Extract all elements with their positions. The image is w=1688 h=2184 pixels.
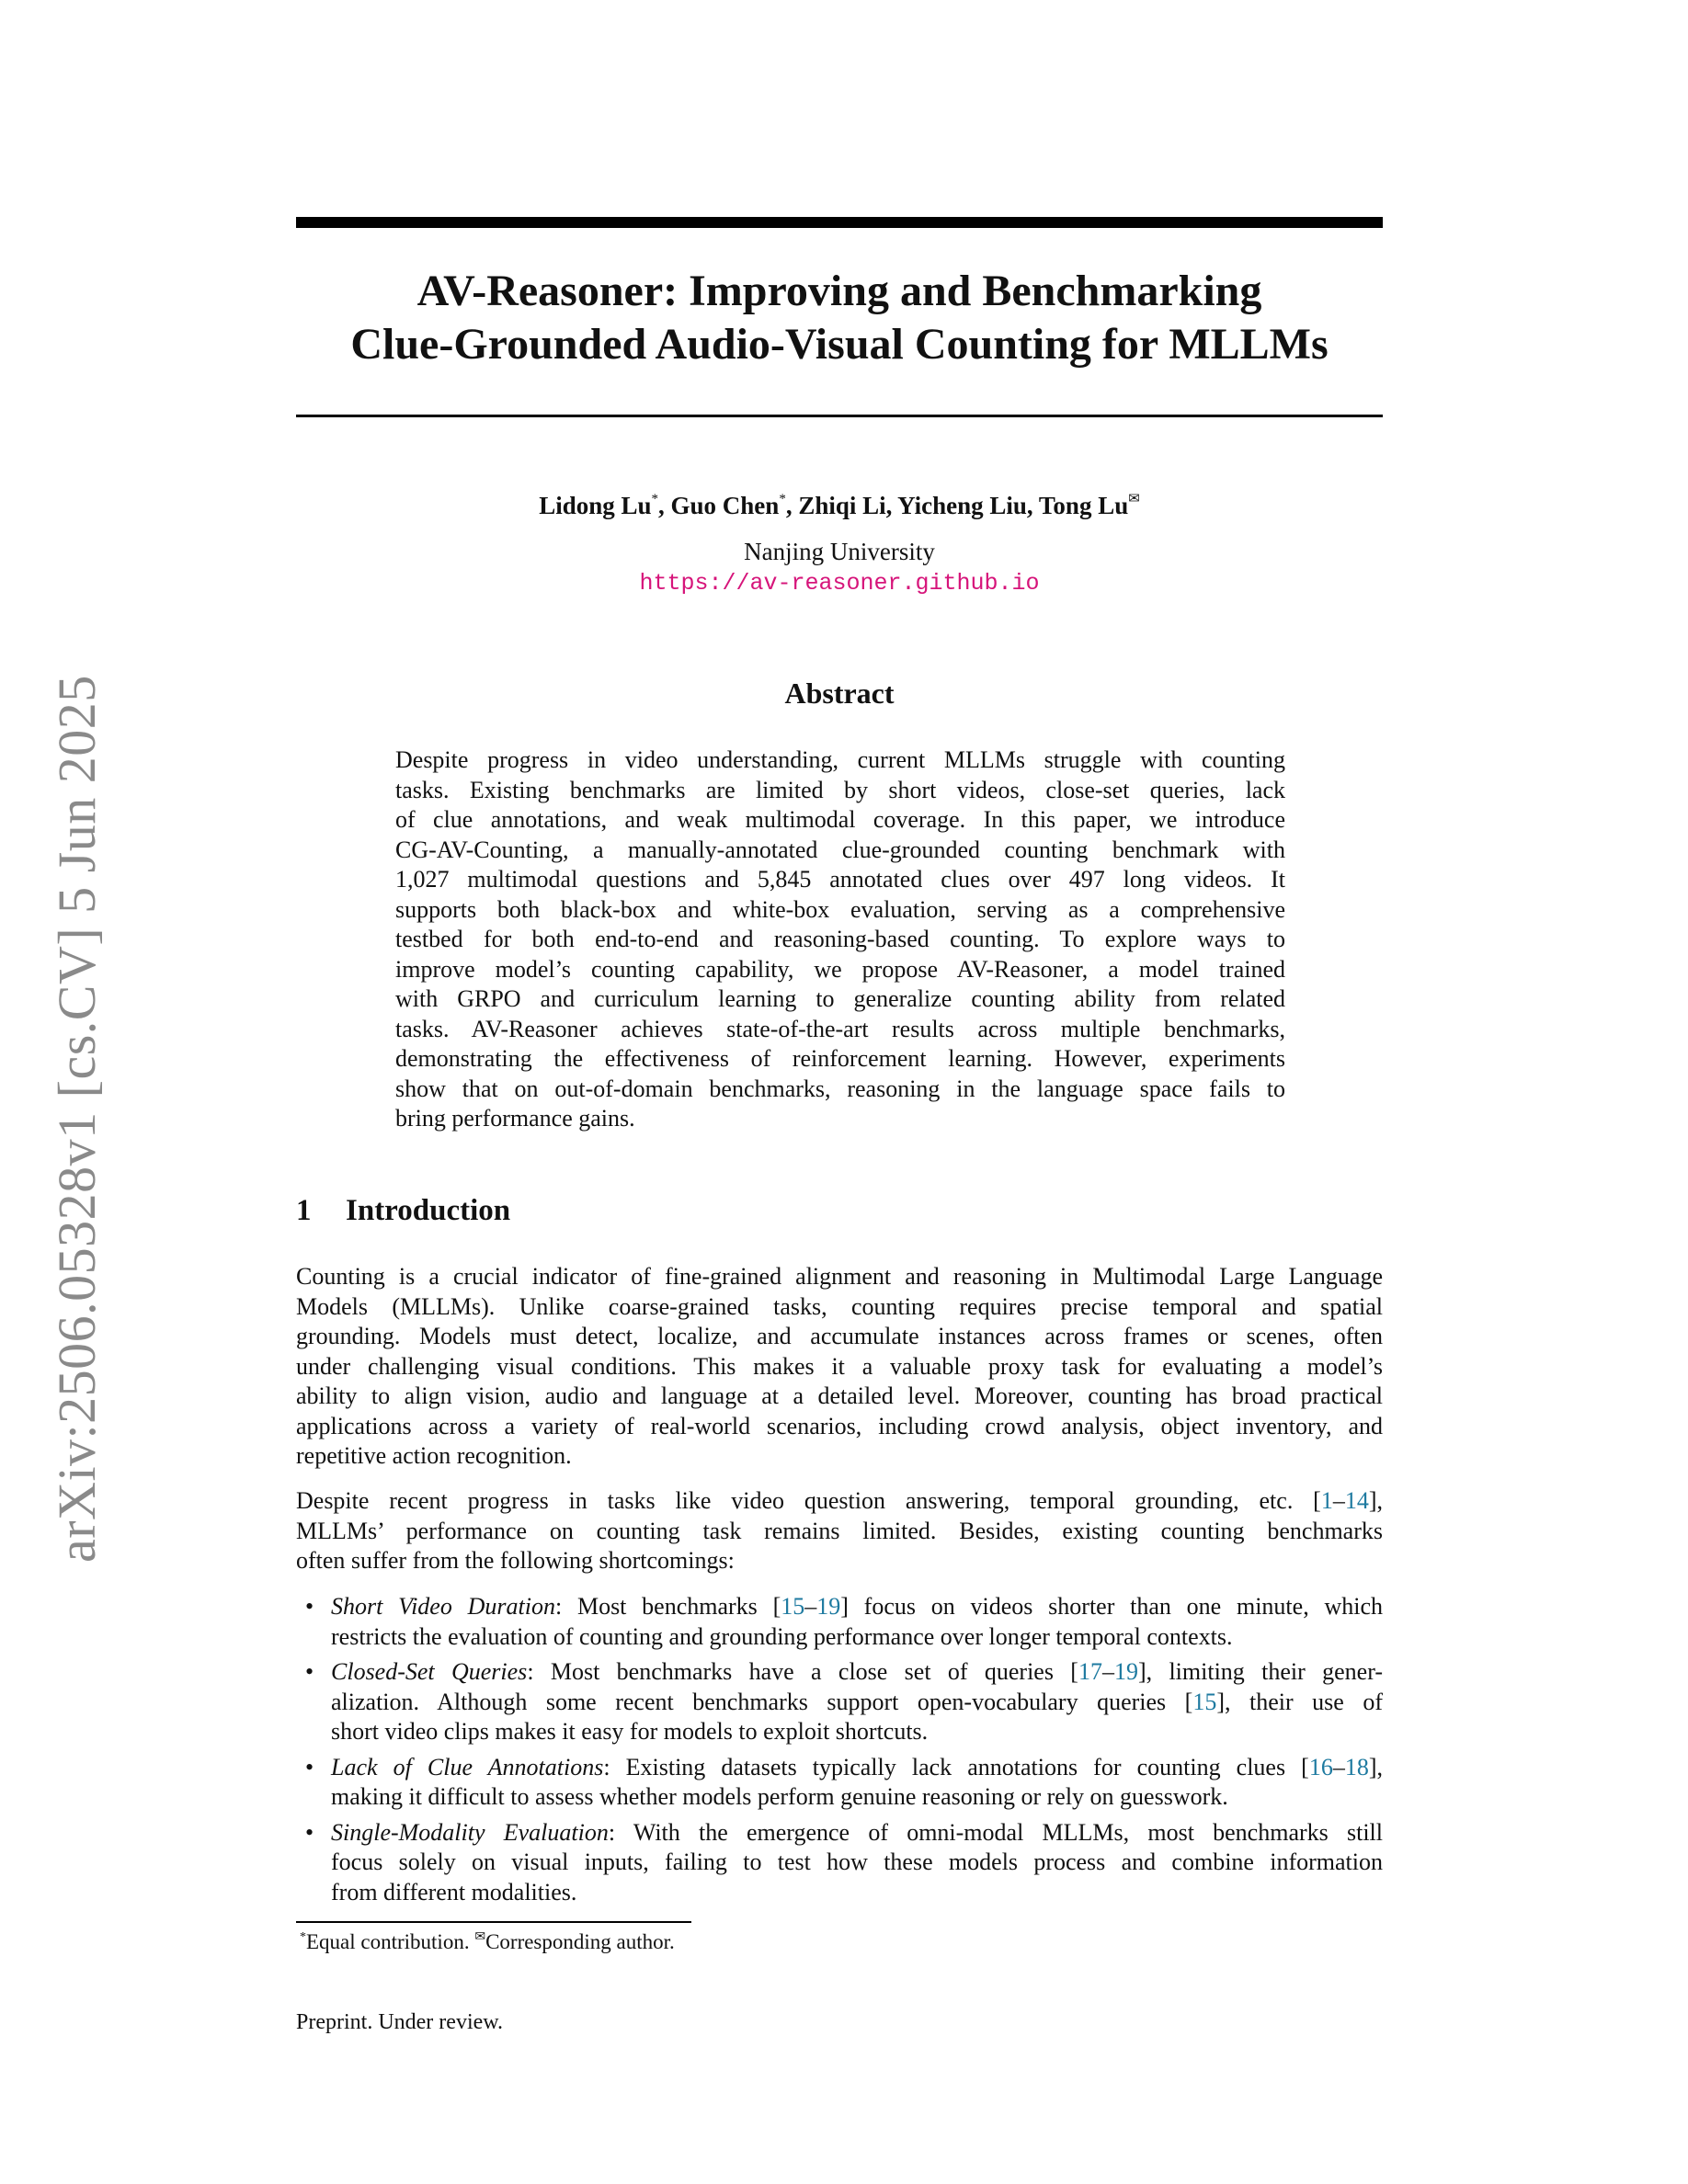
- citation-link[interactable]: 15: [1192, 1688, 1217, 1715]
- paragraph-line: short video clips makes it easy for models to exploit shortcuts.: [331, 1718, 929, 1745]
- abstract-line: Despite progress in video understanding, current MLLMs struggle with counting: [395, 746, 1285, 773]
- paragraph-line: [331, 1753, 1383, 1783]
- abstract-line: tasks. AV-Reasoner achieves state-of-the-art results across multiple benchmarks,: [395, 1015, 1285, 1042]
- paragraph-line: often suffer from the following shortcomings:: [296, 1547, 735, 1574]
- envelope-icon: ✉: [474, 1930, 486, 1944]
- line-text: Despite recent progress in tasks like video question answering, temporal grounding, etc. [: [296, 1487, 1321, 1514]
- paragraph-line: [331, 1688, 1383, 1718]
- abstract-line: 1,027 multimodal questions and 5,845 annotated clues over 497 long videos. It: [395, 866, 1285, 893]
- line-text: ],: [1368, 1487, 1383, 1514]
- author-separator: ,: [658, 492, 671, 519]
- abstract-line: bring performance gains.: [395, 1105, 635, 1132]
- arxiv-identifier-stamp: arXiv:2506.05328v1 [cs.CV] 5 Jun 2025: [47, 675, 107, 1563]
- paragraph-line: repetitive action recognition.: [296, 1442, 572, 1469]
- list-item: [296, 1592, 1383, 1652]
- abstract-line: improve model’s counting capability, we propose AV-Reasoner, a model trained: [395, 955, 1285, 983]
- intro-paragraph-1: [296, 1262, 1383, 1472]
- section-number: 1: [296, 1194, 312, 1227]
- paragraph-line: making it difficult to assess whether models perform genuine reasoning or rely on guesswork.: [331, 1783, 1228, 1810]
- paragraph-line: applications across a variety of real-world scenarios, including crowd analysis, object inventory, and: [296, 1412, 1383, 1439]
- bullet-label: Single-Modality Evaluation: [331, 1818, 609, 1846]
- citation-link[interactable]: 17: [1078, 1658, 1102, 1685]
- bullet-dot: •: [305, 1753, 314, 1780]
- bullet-dot: •: [305, 1593, 314, 1620]
- line-text: ] focus on videos shorter than one minute, which: [840, 1593, 1384, 1620]
- line-text: ],: [1368, 1753, 1383, 1780]
- paragraph-line: ability to align vision, audio and language at a detailed level. Moreover, counting has broad practical: [296, 1382, 1383, 1409]
- citation-dash: –: [1332, 1487, 1345, 1514]
- paragraph-line: under challenging visual conditions. This makes it a valuable proxy task for evaluating a model’s: [296, 1352, 1383, 1380]
- paragraph-line: [296, 1486, 1383, 1517]
- paragraph-line: from different modalities.: [331, 1878, 577, 1905]
- paragraph-line: [331, 1818, 1383, 1848]
- footnote-text: Equal contribution.: [306, 1930, 475, 1953]
- line-text: : Most benchmarks [: [554, 1593, 781, 1620]
- footnote: [300, 1928, 675, 1956]
- abstract-line: tasks. Existing benchmarks are limited by short videos, close-set queries, lack: [395, 776, 1285, 803]
- equal-contribution-mark: *: [651, 492, 659, 506]
- citation-link[interactable]: 19: [816, 1593, 841, 1620]
- author-name: Guo Chen: [670, 492, 780, 519]
- citation-dash: –: [1332, 1753, 1345, 1780]
- list-item: [296, 1657, 1383, 1747]
- affiliation: Nanjing University: [744, 538, 935, 565]
- paragraph-line: focus solely on visual inputs, failing to test how these models process and combine information: [331, 1848, 1383, 1875]
- abstract-line: show that on out-of-domain benchmarks, reasoning in the language space fails to: [395, 1075, 1285, 1102]
- paragraph-line: Counting is a crucial indicator of fine-grained alignment and reasoning in Multimodal Large Language: [296, 1263, 1383, 1290]
- bullet-label: Lack of Clue Annotations: [331, 1753, 604, 1780]
- citation-link[interactable]: 19: [1113, 1658, 1138, 1685]
- citation-link[interactable]: 16: [1308, 1753, 1333, 1780]
- author-names: , Zhiqi Li, Yicheng Liu, Tong Lu: [785, 492, 1129, 519]
- section-title: Introduction: [346, 1194, 511, 1227]
- list-item: [296, 1753, 1383, 1813]
- line-text: : Existing datasets typically lack annotations for counting clues [: [603, 1753, 1309, 1780]
- equal-contribution-mark: *: [779, 492, 786, 506]
- equal-contribution-mark: *: [300, 1930, 306, 1944]
- shortcomings-list: [296, 1592, 1383, 1913]
- list-item: [296, 1818, 1383, 1908]
- paragraph-line: [331, 1657, 1383, 1688]
- abstract-line: demonstrating the effectiveness of reinforcement learning. However, experiments: [395, 1045, 1285, 1072]
- line-text: ], limiting their gener-: [1137, 1658, 1383, 1685]
- title-line-2: Clue-Grounded Audio-Visual Counting for MLLMs: [350, 320, 1329, 369]
- paper-title: [296, 265, 1383, 371]
- envelope-icon: ✉: [1128, 492, 1140, 506]
- bullet-label: Closed-Set Queries: [331, 1658, 528, 1685]
- footnote-text: Corresponding author.: [485, 1930, 675, 1953]
- bullet-dot: •: [305, 1658, 314, 1685]
- preprint-notice: Preprint. Under review.: [296, 2010, 504, 2034]
- footnote-rule: [296, 1921, 691, 1923]
- citation-link[interactable]: 15: [781, 1593, 805, 1620]
- paragraph-line: restricts the evaluation of counting and grounding performance over longer temporal contexts.: [331, 1622, 1233, 1650]
- line-text: alization. Although some recent benchmarks support open-vocabulary queries [: [331, 1688, 1193, 1715]
- bullet-dot: •: [305, 1818, 314, 1846]
- line-text: : Most benchmarks have a close set of queries [: [527, 1658, 1078, 1685]
- author-list: [296, 487, 1383, 524]
- abstract-line: CG-AV-Counting, a manually-annotated clue-grounded counting benchmark with: [395, 836, 1285, 863]
- abstract-line: with GRPO and curriculum learning to generalize counting ability from related: [395, 985, 1285, 1012]
- line-text: : With the emergence of omni-modal MLLMs, most benchmarks still: [608, 1818, 1383, 1846]
- citation-link[interactable]: 14: [1344, 1487, 1369, 1514]
- intro-paragraph-2: [296, 1486, 1383, 1576]
- title-top-rule: [296, 217, 1383, 228]
- title-line-1: AV-Reasoner: Improving and Benchmarking: [416, 267, 1262, 315]
- abstract-line: testbed for both end-to-end and reasoning-based counting. To explore ways to: [395, 926, 1285, 952]
- paragraph-line: Models (MLLMs). Unlike coarse-grained tasks, counting requires precise temporal and spatial: [296, 1292, 1383, 1320]
- section-heading-introduction: [296, 1192, 510, 1229]
- project-url-link[interactable]: https://av-reasoner.github.io: [639, 570, 1040, 597]
- citation-dash: –: [804, 1593, 817, 1620]
- abstract-body: [395, 745, 1285, 1134]
- author-name: Lidong Lu: [539, 492, 652, 519]
- bullet-label: Short Video Duration: [331, 1593, 555, 1620]
- citation-link[interactable]: 18: [1344, 1753, 1369, 1780]
- line-text: ], their use of: [1216, 1688, 1383, 1715]
- citation-link[interactable]: 1: [1320, 1487, 1333, 1514]
- citation-dash: –: [1101, 1658, 1114, 1685]
- paragraph-line: [331, 1592, 1383, 1622]
- abstract-line: supports both black-box and white-box evaluation, serving as a comprehensive: [395, 895, 1285, 923]
- title-bottom-rule: [296, 415, 1383, 417]
- paragraph-line: MLLMs’ performance on counting task remains limited. Besides, existing counting benchmarks: [296, 1517, 1383, 1544]
- abstract-heading: Abstract: [784, 677, 895, 710]
- abstract-line: of clue annotations, and weak multimodal coverage. In this paper, we introduce: [395, 806, 1285, 833]
- paragraph-line: grounding. Models must detect, localize, and accumulate instances across frames or scenes, often: [296, 1323, 1383, 1349]
